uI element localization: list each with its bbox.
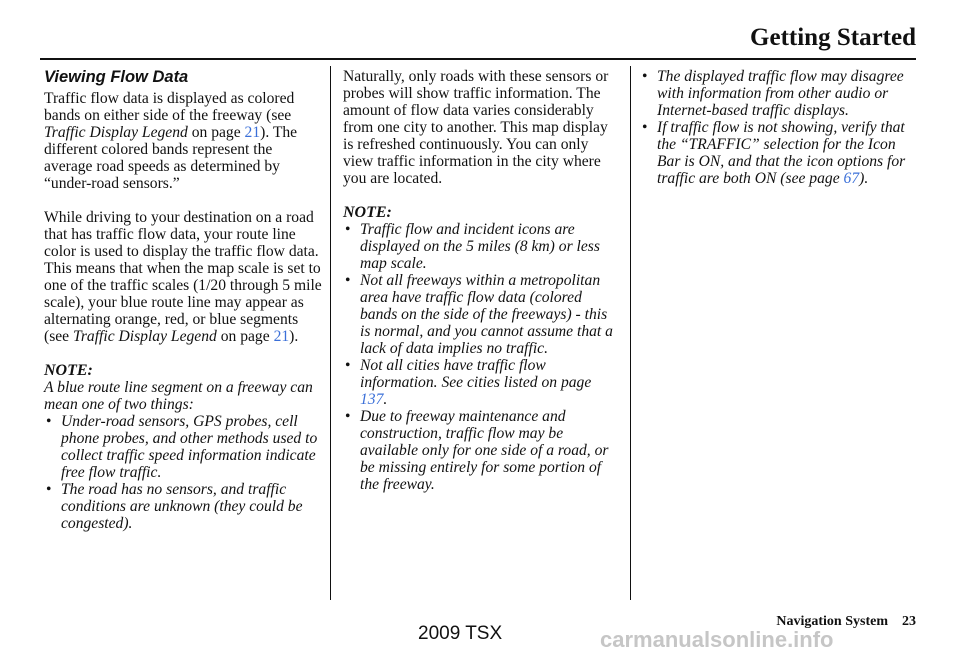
column-divider [330, 66, 331, 600]
note-bullet-list [640, 68, 918, 187]
list-item: • The road has no sensors, and traffic conditions are unknown (they could be congested). [44, 481, 324, 532]
list-item: • The displayed traffic flow may disagree with information from other audio or Internet-based traffic displays. [640, 68, 918, 119]
vehicle-model-label: 2009 TSX [418, 623, 503, 644]
section-heading: Viewing Flow Data [44, 68, 189, 86]
page-link-21[interactable]: 21 [244, 124, 261, 141]
paragraph-route-line-color: While driving to your destination on a road that has traffic flow data, your route line color is used to display the traffic flow data. This means that when the map scale is set to one of the traffic scales (1/20 through 5 mile scale), your blue route line may appear as alternating orange, red, or blue segments (see Traffic Display Legend on page 21). [44, 209, 322, 345]
page-link-21[interactable]: 21 [273, 328, 290, 345]
list-item: • Not all freeways within a metropolitan area have traffic flow data (colored bands on the side of the freeways) - this is normal, and you cannot assume that a lack of data implies no traffic. [343, 272, 620, 357]
note-bullet-list [343, 221, 620, 493]
legend-reference: Traffic Display Legend [73, 328, 217, 345]
page-link-67[interactable]: 67 [843, 170, 860, 187]
note-intro: A blue route line segment on a freeway can mean one of two things: [44, 379, 313, 413]
site-watermark: carmanualsonline.info [600, 627, 834, 652]
column-left [44, 68, 324, 532]
page-number: 23 [902, 614, 916, 629]
header-rule [40, 58, 916, 60]
note-bullet-list [44, 413, 324, 532]
column-middle [343, 68, 620, 493]
paragraph-flow-data-intro: Traffic flow data is displayed as colored bands on either side of the freeway (see Traffic Display Legend on page 21). The different colored bands represent the average road speeds as determined by “under-road sensors.” [44, 90, 298, 192]
list-item: • Not all cities have traffic flow information. See cities listed on page 137. [343, 357, 620, 408]
watermark-bar [0, 623, 960, 655]
note-label: NOTE: [44, 362, 93, 379]
list-item: • Under-road sensors, GPS probes, cell phone probes, and other methods used to collect traffic speed information indicate free flow traffic. [44, 413, 324, 481]
page-header-title: Getting Started [750, 24, 916, 51]
list-item: • Due to freeway maintenance and construction, traffic flow may be available only for one side of a road, or be missing entirely for some portion of the freeway. [343, 408, 620, 493]
column-right [640, 68, 918, 187]
list-item: • Traffic flow and incident icons are displayed on the 5 miles (8 km) or less map scale. [343, 221, 620, 272]
note-label: NOTE: [343, 204, 392, 221]
list-item: • If traffic flow is not showing, verify that the “TRAFFIC” selection for the Icon Bar is ON, and that the icon options for traffic are both ON (see page 67). [640, 119, 918, 187]
footer-section-name: Navigation System [776, 614, 888, 629]
paragraph-sensors: Naturally, only roads with these sensors or probes will show traffic information. The amount of flow data varies considerably from one city to another. This map display is refreshed continuously. You can only view traffic information in the city where you are located. [343, 68, 609, 187]
legend-reference: Traffic Display Legend [44, 124, 188, 141]
page-link-137[interactable]: 137 [360, 391, 384, 408]
column-divider [630, 66, 631, 600]
